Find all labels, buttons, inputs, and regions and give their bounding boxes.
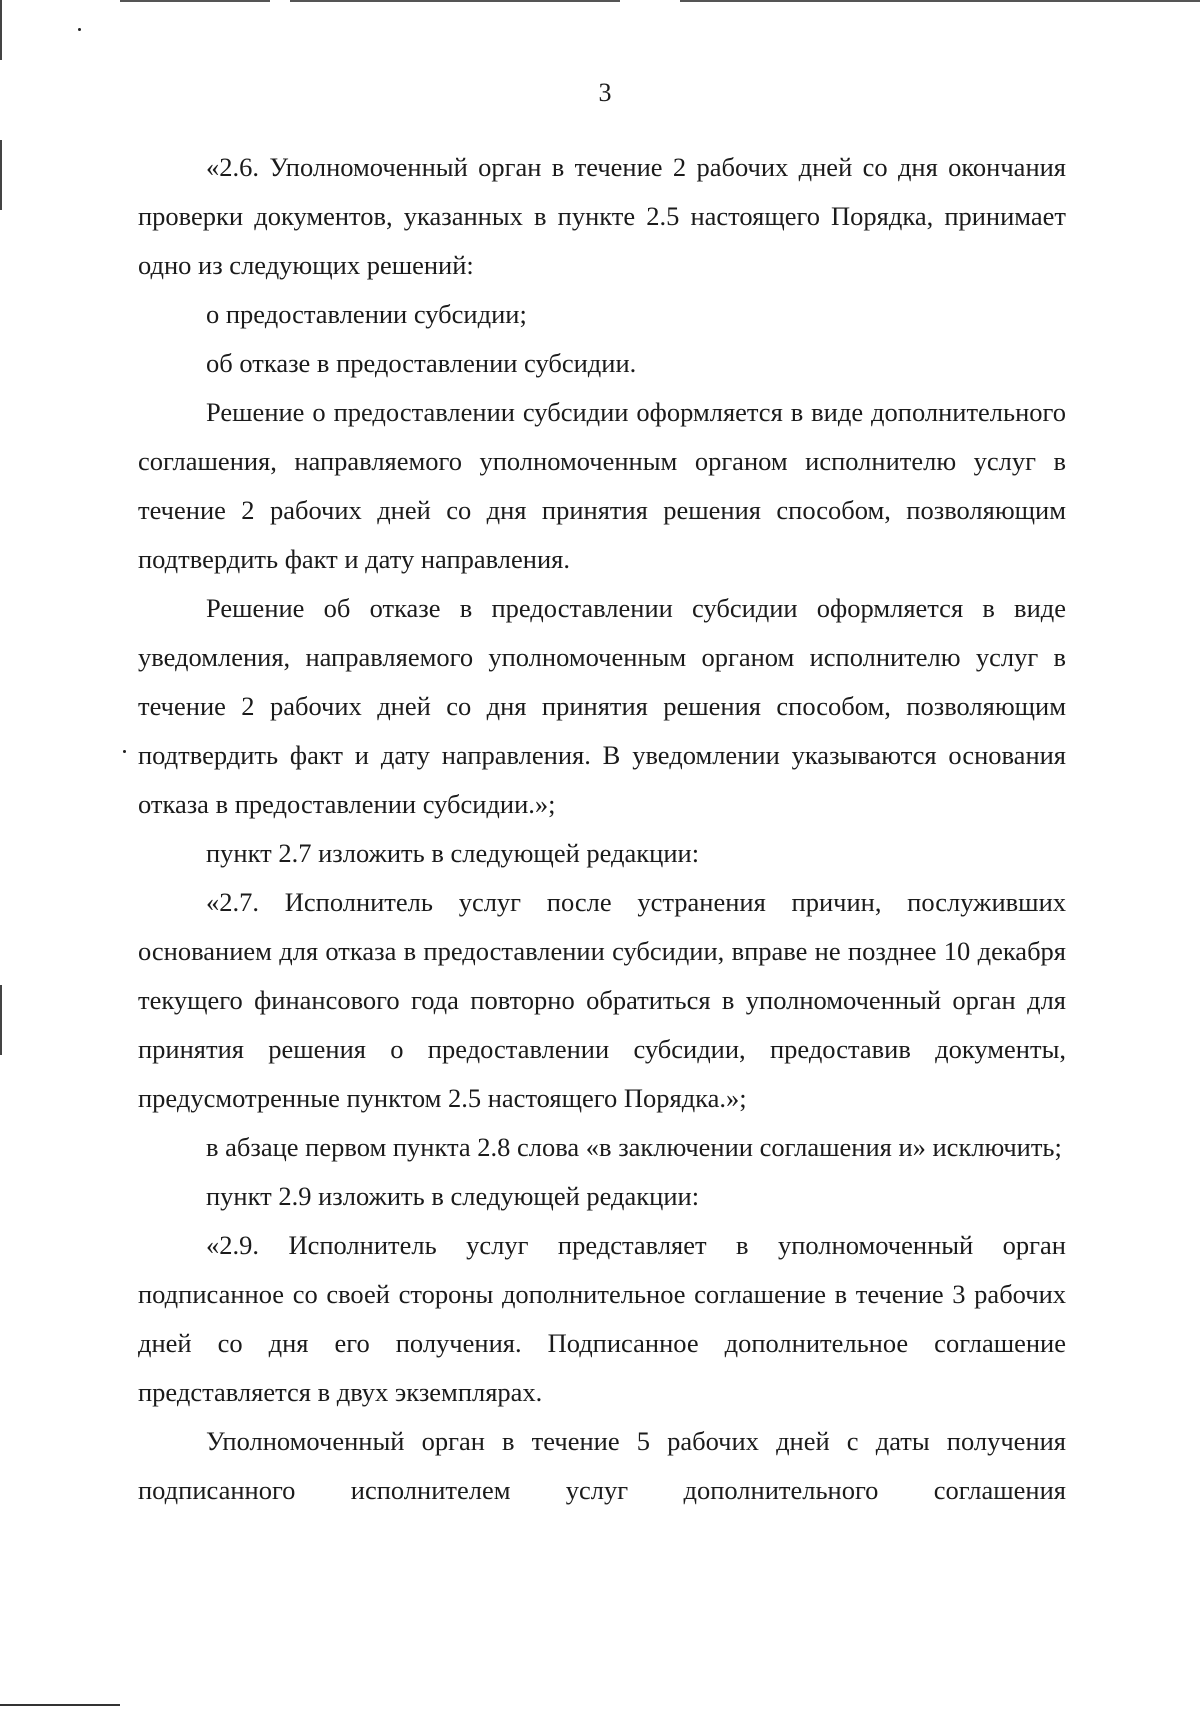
paragraph-grant-decision: Решение о предоставлении субсидии оформляется в виде дополнительного соглашения, направляемого уполномоченным органом исполнителю услуг в течение 2 рабочих дней со дня принятия решения способом, позволяющим подтвердить факт и дату направления.	[138, 397, 1066, 574]
page-number: 3	[598, 78, 612, 107]
paragraph-option-grant: о предоставлении субсидии;	[206, 299, 527, 329]
scan-artifact-top-line	[290, 0, 620, 2]
scan-artifact-bottom-line	[0, 1704, 120, 1706]
scan-speck	[123, 750, 126, 753]
paragraph-2-7: «2.7. Исполнитель услуг после устранения причин, послуживших основанием для отказа в предоставлении субсидии, вправе не позднее 10 декабря текущего финансового года повторно обратиться в уполномоченный орган для принятия решения о предоставлении субсидии, предоставив документы, предусмотренные пунктом 2.5 настоящего Порядка.»;	[138, 887, 1066, 1113]
paragraph-amend-2-7: пункт 2.7 изложить в следующей редакции:	[206, 838, 700, 868]
scan-artifact-top-line	[120, 0, 270, 2]
paragraph-option-refuse: об отказе в предоставлении субсидии.	[206, 348, 637, 378]
scan-artifact-left-edge	[0, 0, 2, 60]
scan-artifact-left-edge	[0, 985, 2, 1055]
paragraph-2-9: «2.9. Исполнитель услуг представляет в уполномоченный орган подписанное со своей стороны дополнительное соглашение в течение 3 рабочих дней со дня его получения. Подписанное дополнительное соглашение представляется в двух экземплярах.	[138, 1230, 1066, 1407]
paragraph-refusal-decision: Решение об отказе в предоставлении субсидии оформляется в виде уведомления, направляемого уполномоченным органом исполнителю услуг в течение 2 рабочих дней со дня принятия решения способом, позволяющим подтвердить факт и дату направления. В уведомлении указываются основания отказа в предоставлении субсидии.»;	[138, 593, 1066, 819]
document-body	[138, 143, 1066, 1515]
paragraph-amend-2-8: в абзаце первом пункта 2.8 слова «в заключении соглашения и» исключить;	[206, 1132, 1062, 1162]
paragraph-continued: Уполномоченный орган в течение 5 рабочих дней с даты получения подписанного исполнителем услуг дополнительного соглашения	[138, 1426, 1066, 1505]
scan-speck	[78, 28, 81, 31]
scan-artifact-top-line	[680, 0, 1200, 2]
paragraph-amend-2-9: пункт 2.9 изложить в следующей редакции:	[206, 1181, 700, 1211]
paragraph-2-6: «2.6. Уполномоченный орган в течение 2 рабочих дней со дня окончания проверки документов, указанных в пункте 2.5 настоящего Порядка, принимает одно из следующих решений:	[138, 152, 1066, 280]
scan-artifact-left-edge	[0, 140, 2, 210]
